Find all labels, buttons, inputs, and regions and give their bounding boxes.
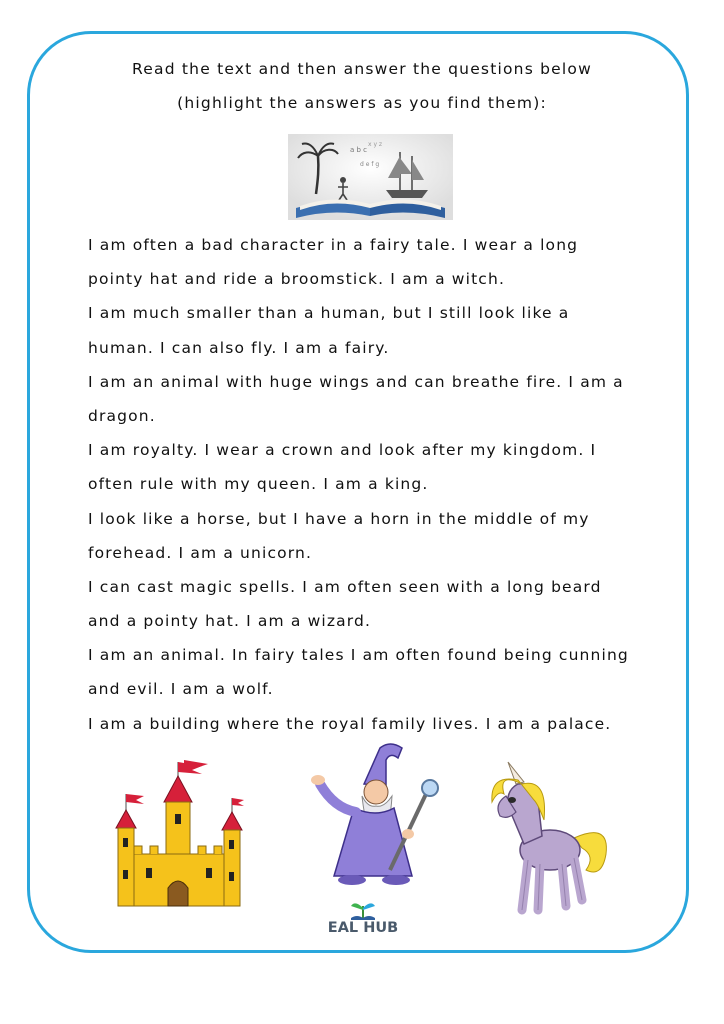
passage-line: I look like a horse, but I have a horn in the middle of my: [88, 509, 590, 528]
open-book-icon: [288, 134, 453, 220]
passage-line: human. I can also fly. I am a fairy.: [88, 338, 390, 357]
instructions-line-2: (highlight the answers as you find them):: [177, 94, 547, 112]
logo-text: EAL HUB: [327, 920, 399, 936]
passage-line: I am often a bad character in a fairy tale. I wear a long: [88, 236, 579, 254]
svg-text:a b c: a b c: [350, 146, 368, 154]
instructions-line-1: Read the text and then answer the questions below: [132, 60, 592, 78]
castle-icon: [110, 758, 246, 910]
wizard-icon: [294, 738, 450, 888]
passage-line: forehead. I am a unicorn.: [88, 543, 313, 562]
passage-line: I am much smaller than a human, but I still look like a: [88, 304, 570, 323]
passage-line: I can cast magic spells. I am often seen with a long beard: [88, 577, 602, 596]
passage-line: pointy hat and ride a broomstick. I am a witch.: [88, 270, 506, 289]
book-tree-icon: [318, 898, 408, 920]
eal-hub-logo: [318, 898, 408, 942]
passage-line: and evil. I am a wolf.: [88, 680, 274, 699]
svg-text:x y z: x y z: [368, 141, 383, 148]
passage-line: I am a building where the royal family lives. I am a palace.: [88, 714, 612, 733]
svg-text:d e f g: d e f g: [360, 161, 380, 168]
passage-line: I am royalty. I wear a crown and look after my kingdom. I: [88, 441, 597, 460]
reading-passage: [88, 228, 648, 741]
passage-line: and a pointy hat. I am a wizard.: [88, 612, 372, 631]
passage-line: I am an animal. In fairy tales I am often found being cunning: [88, 646, 629, 665]
passage-line: I am an animal with huge wings and can breathe fire. I am a: [88, 372, 624, 391]
passage-line: dragon.: [88, 406, 156, 425]
passage-line: often rule with my queen. I am a king.: [88, 475, 429, 494]
unicorn-icon: [478, 760, 614, 916]
